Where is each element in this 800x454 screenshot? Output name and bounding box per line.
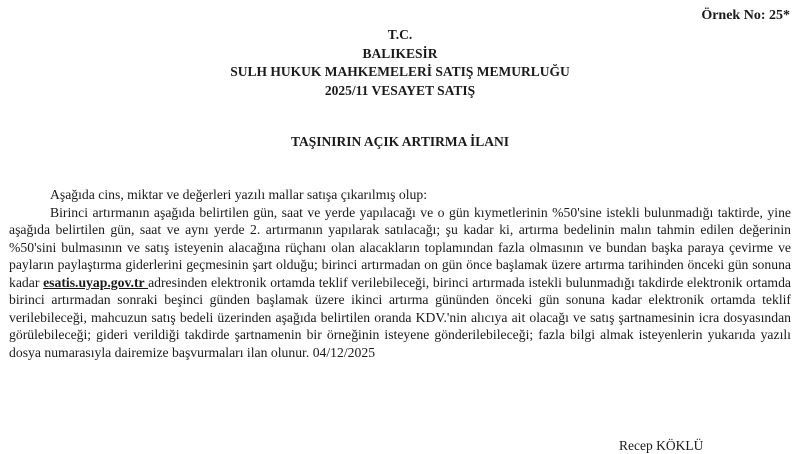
header-line-file-number: 2025/11 VESAYET SATIŞ: [324, 82, 476, 98]
form-number: Örnek No: 25*: [701, 8, 790, 23]
main-text-part-2: adresinden elektronik ortamda teklif verilebileceği, birinci artırmada istekli bulunmadığı takdirde elektronik ortamda birinci artırmadan sonraki beşinci günden başlamak üzere ikinci artırma gününden önceki gün sonuna kadar elektronik ortamda teklif verilebileceği, mahcuzun satış bedeli üzerinden aşağıda belirtilen oranda KDV.'nin alıcıya ait olacağı ve satış şartnamesinin icra dosyasından görülebileceği; gideri verildiği takdirde şartnamenin bir örneğinin isteyene gönderilebileceği; fazla bilgi almak isteyenlerin yukarıda yazılı dosya numarasıyla dairemize başvurmaları ilan olunur. 04/12/2025: [9, 274, 791, 360]
main-text-part-1: Birinci artırmanın aşağıda belirtilen gün, saat ve yerde yapılacağı ve o gün kıymetlerinin %50'sine istekli bulunmadığı taktirde, yine aşağıda belirtilen gün, saat ve aynı yerde 2. artırmanın yapılarak satılacağı; şu kadar ki, artırma bedelinin malın tahmin edilen değerinin %50'sini bulmasının ve satış isteyenin alacağına rüçhanı olan alacakların toplamından fazla olmasının ve bundan başka paraya çevirme ve payların paylaştırma giderlerini geçmesinin şart olduğu; birinci artırmadan on gün önce başlamak üzere artırma tarihinden önceki gün sonuna kadar: [9, 204, 791, 290]
signer-name: Recep KÖKLÜ: [619, 438, 704, 453]
header-line-office: SULH HUKUK MAHKEMELERİ SATIŞ MEMURLUĞU: [230, 64, 570, 79]
notice-body: [9, 186, 791, 361]
header-line-tc: T.C.: [387, 27, 413, 42]
intro-paragraph: Aşağıda cins, miktar ve değerleri yazılı mallar satışa çıkarılmış olup:: [50, 187, 428, 202]
document-header: [0, 26, 800, 100]
esatis-link[interactable]: esatis.uyap.gov.tr: [43, 274, 149, 290]
main-paragraph: [9, 204, 791, 362]
notice-title: TAŞINIRIN AÇIK ARTIRMA İLANI: [291, 134, 509, 149]
header-line-city: BALIKESİR: [362, 45, 438, 61]
